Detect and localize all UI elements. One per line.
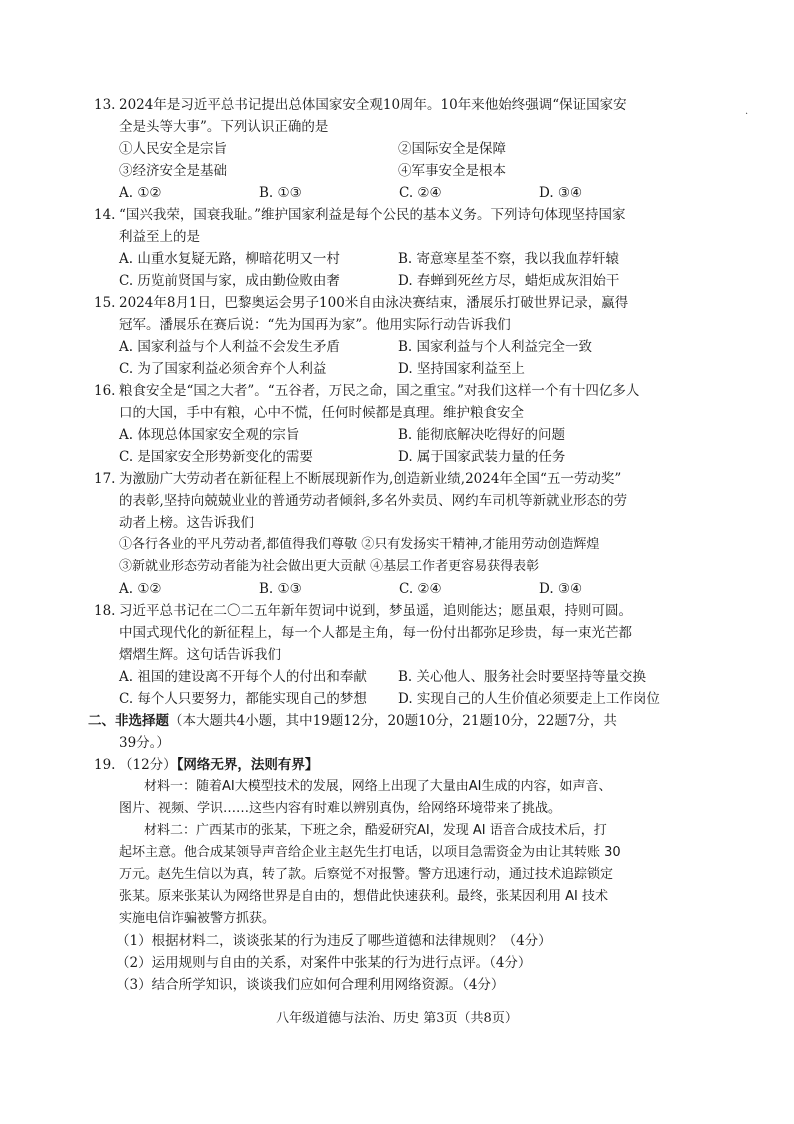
q15-stem-line1: 2024年8月1日，巴黎奥运会男子100米自由泳决赛结束，潘展乐打破世界记录，赢得 [119,295,629,311]
q19-subquestion-1: （1）根据材料二，谈谈张某的行为违反了哪些道德和法律规则？（4分） [116,933,552,949]
q17-choice-b: B. ①③ [259,581,302,597]
q13-choice-c: C. ②④ [399,185,442,201]
q18-choice-c: C. 每个人只要努力，都能实现自己的梦想 [119,691,367,707]
q15-number: 15. [94,295,116,311]
q16-stem-line1: 粮食安全是“国之大者”。“五谷者，万民之命，国之重宝。”对我们这样一个有十四亿多人 [119,383,640,399]
q16-choice-a: A. 体现总体国家安全观的宗旨 [119,427,300,443]
q19-number: 19. [94,757,116,773]
q17-items-row2: ③新就业形态劳动者能为社会做出更大贡献 ④基层工作者更容易获得表彰 [119,559,540,574]
q16-choice-d: D. 属于国家武装力量的任务 [398,449,566,465]
q14-number: 14. [94,207,116,223]
q14-choices-row2 [119,270,677,292]
q17-choice-a: A. ①② [119,581,162,597]
q15-choices-row2 [119,358,677,380]
q13-item-1: ①人民安全是宗旨 [119,141,227,157]
q17-number: 17. [94,471,116,487]
q19-material2-line5: 实施电信诈骗被警方抓获。 [119,911,276,926]
q15-choice-c: C. 为了国家利益必须舍弃个人利益 [119,361,327,377]
q19-header [119,754,318,776]
section2-heading: 二、非选择题 [88,713,169,729]
q15-choice-b: B. 国家利益与个人利益完全一致 [398,339,593,355]
q13-choice-b: B. ①③ [259,185,302,201]
q19-subquestion-2: （2）运用规则与自由的关系，对案件中张某的行为进行点评。（4分） [116,955,532,971]
q13-stem-line1: 2024年是习近平总书记提出总体国家安全观10周年。10年来他始终强调“保证国家安 [119,97,627,113]
q15-choice-d: D. 坚持国家利益至上 [398,361,525,377]
q13-choice-d: D. ③④ [539,185,583,201]
q15-choice-a: A. 国家利益与个人利益不会发生矛盾 [119,339,340,355]
q19-score: （12分） [119,757,177,773]
q17-stem-line1: 为激励广大劳动者在新征程上不断展现新作为,创造新业绩,2024年全国“五一劳动奖” [119,471,622,487]
q19-subquestion-3: （3）结合所学知识，谈谈我们应如何合理利用网络资源。（4分） [116,977,505,993]
q16-stem-line2: 口的大国，手中有粮，心中不慌，任何时候都是真理。维护粮食安全 [119,405,524,421]
q13-item-2: ②国际安全是保障 [398,141,506,157]
q14-stem-line1: “国兴我荣，国衰我耻。”维护国家利益是每个公民的基本义务。下列诗句体现坚持国家 [119,207,626,223]
q16-choice-b: B. 能彻底解决吃得好的问题 [398,427,566,443]
q18-choice-a: A. 祖国的建设离不开每个人的付出和奉献 [119,669,367,685]
q13-item-4: ④军事安全是根本 [398,163,506,179]
q13-stem-line2: 全是头等大事”。下列认识正确的是 [119,119,329,135]
q17-choice-d: D. ③④ [539,581,583,597]
q17-choices [119,578,679,600]
q18-number: 18. [94,603,116,619]
q17-items-row1: ①各行各业的平凡劳动者,都值得我们尊敬 ②只有发扬实干精神,才能用劳动创造辉煌 [119,537,600,552]
q19-material2-line4: 张某。原来张某认为网络世界是自由的，想借此快速获利。最终，张某因利用 AI 技术 [119,889,608,904]
section2-note: （本大题共4小题，其中19题12分，20题10分，21题10分，22题7分，共 [169,713,617,729]
q14-choices-row1 [119,248,677,270]
q18-stem-line3: 熠熠生辉。这句话告诉我们 [119,647,281,663]
q18-choices-row2 [119,688,677,710]
q19-title: 【网络无界，法则有界】 [176,757,319,773]
q15-choices-row1 [119,336,677,358]
q18-stem-line2: 中国式现代化的新征程上，每一个人都是主角，每一份付出都弥足珍贵，每一束光芒都 [119,625,632,641]
q16-choice-c: C. 是国家安全形势新变化的需要 [119,449,313,465]
q16-choices-row1 [119,424,677,446]
q19-material2-line3: 万元。赵先生信以为真，转了款。后察觉不对报警。警方迅速行动，通过技术追踪锁定 [119,867,614,882]
q17-stem-line2: 的表彰,坚持向兢兢业业的普通劳动者倾斜,多名外卖员、网约车司机等新就业形态的劳 [119,493,628,509]
margin-dot: · [745,109,749,120]
q14-stem-line2: 利益至上的是 [119,229,200,245]
section2-heading-line1 [88,710,617,732]
page-footer: 八年级道德与法治、历史 第3页（共8页） [276,1011,518,1026]
q14-choice-b: B. 寄意寒星荃不察，我以我血荐轩辕 [398,251,620,267]
q16-number: 16. [94,383,116,399]
q13-choices [119,182,679,204]
q14-choice-c: C. 历览前贤国与家，成由勤俭败由奢 [119,273,340,289]
q19-material2-line1: 材料二：广西某市的张某，下班之余，酷爱研究AI，发现 AI 语音合成技术后，打 [144,823,607,838]
q14-choice-d: D. 春蝉到死丝方尽，蜡炬成灰泪始干 [398,273,620,289]
section2-note-line2: 39分。） [119,735,170,751]
q16-choices-row2 [119,446,677,468]
q13-choice-a: A. ①② [119,185,162,201]
q19-material1-line1: 材料一：随着AI大模型技术的发展，网络上出现了大量由AI生成的内容，如声音、 [144,779,612,794]
q19-material1-line2: 图片、视频、学识……这些内容有时难以辨别真伪，给网络环境带来了挑战。 [119,801,562,816]
q15-stem-line2: 冠军。潘展乐在赛后说：“先为国再为家”。他用实际行动告诉我们 [119,317,511,333]
q18-stem-line1: 习近平总书记在二〇二五年新年贺词中说到，梦虽遥，追则能达；愿虽艰，持则可圆。 [119,603,632,619]
q13-number: 13. [94,97,116,113]
q17-choice-c: C. ②④ [399,581,442,597]
q19-material2-line2: 起坏主意。他合成某领导声音给企业主赵先生打电话，以项目急需资金为由让其转账 30 [119,845,621,860]
q18-choice-b: B. 关心他人、服务社会时要坚持等量交换 [398,669,647,685]
q18-choices-row1 [119,666,677,688]
q17-stem-line3: 动者上榜。这告诉我们 [119,515,254,531]
q18-choice-d: D. 实现自己的人生价值必须要走上工作岗位 [398,691,660,707]
q14-choice-a: A. 山重水复疑无路，柳暗花明又一村 [119,251,340,267]
q13-item-3: ③经济安全是基础 [119,163,227,179]
